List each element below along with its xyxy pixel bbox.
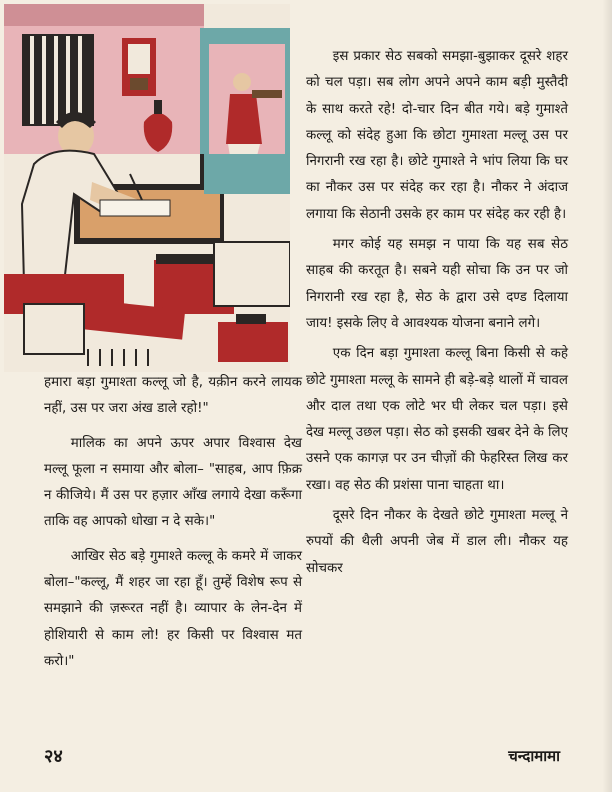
merchant-writing-ledger-scene-icon (4, 4, 290, 372)
paragraph: मालिक का अपने ऊपर अपार विश्वास देख मल्लू फूला न समाया और बोला– "साहब, आप फ़िक्र न कीजिये। मैं उस पर हज़ार आँख लगाये देखा करूँगा ताकि वह आपको धोखा न दे सके।" (44, 435, 302, 530)
paragraph: हमारा बड़ा गुमाश्ता कल्लू जो है, यक़ीन करने लायक नहीं, उस पर जरा अंख डाले रहो!" (44, 375, 302, 417)
magazine-title: चन्दामामा (508, 747, 560, 765)
right-column-text (306, 44, 568, 582)
page-number: २४ (44, 746, 63, 767)
paragraph: मगर कोई यह समझ न पाया कि यह सब सेठ साहब की करतूत है। सबने यही सोचा कि उन पर जो निगरानी रख रहा है, सेठ के द्वारा उसे दण्ड दिलाया जाय! इसके लिए वे आवश्यक योजना बनाने लगे। (306, 237, 568, 331)
paragraph: इस प्रकार सेठ सबको समझा-बुझाकर दूसरे शहर को चल पड़ा। सब लोग अपने अपने काम बड़ी मुस्तैदी के साथ करते रहे! दो-चार दिन बीत गये। बड़े गुमाश्ते कल्लू को संदेह हुआ कि छोटा गुमाश्ता मल्लू उस पर निगरानी रख रहा है। छोटे गुमाश्ते ने भांप लिया कि घर का नौकर उस पर संदेह कर रहा है। नौकर ने अंदाज लगाया कि सेठानी उसके हर काम पर संदेह कर रही है। (306, 49, 568, 222)
page-edge (602, 0, 612, 792)
paragraph: एक दिन बड़ा गुमाश्ता कल्लू बिना किसी से कहे छोटे गुमाश्ता मल्लू के सामने ही बड़े-बड़े थालों में चावल और दाल तथा एक लोटे भर घी लेकर चल पड़ा। इसे देख मल्लू उछल पड़ा। सेठ को इसकी खबर देने के लिए उसने एक कागज़ पर उन चीज़ों की फेहरिस्त लिख कर रखा। वह सेठ की प्रशंसा पाना चाहता था। (306, 346, 568, 493)
paragraph: आखिर सेठ बड़े गुमाश्ते कल्लू के कमरे में जाकर बोला–"कल्लू, मैं शहर जा रहा हूँ। तुम्हें विशेष रूप से समझाने की ज़रूरत नहीं है। व्यापार के लेन-देन में होशियारी से काम लो! हर किसी पर विश्वास मत करो।" (44, 548, 302, 669)
left-column-text (44, 370, 302, 675)
paragraph: दूसरे दिन नौकर के देखते छोटे गुमाश्ता मल्लू ने रुपयों की थैली अपनी जेब में डाल ली। नौकर यह सोचकर (306, 508, 568, 576)
story-illustration (4, 4, 290, 372)
